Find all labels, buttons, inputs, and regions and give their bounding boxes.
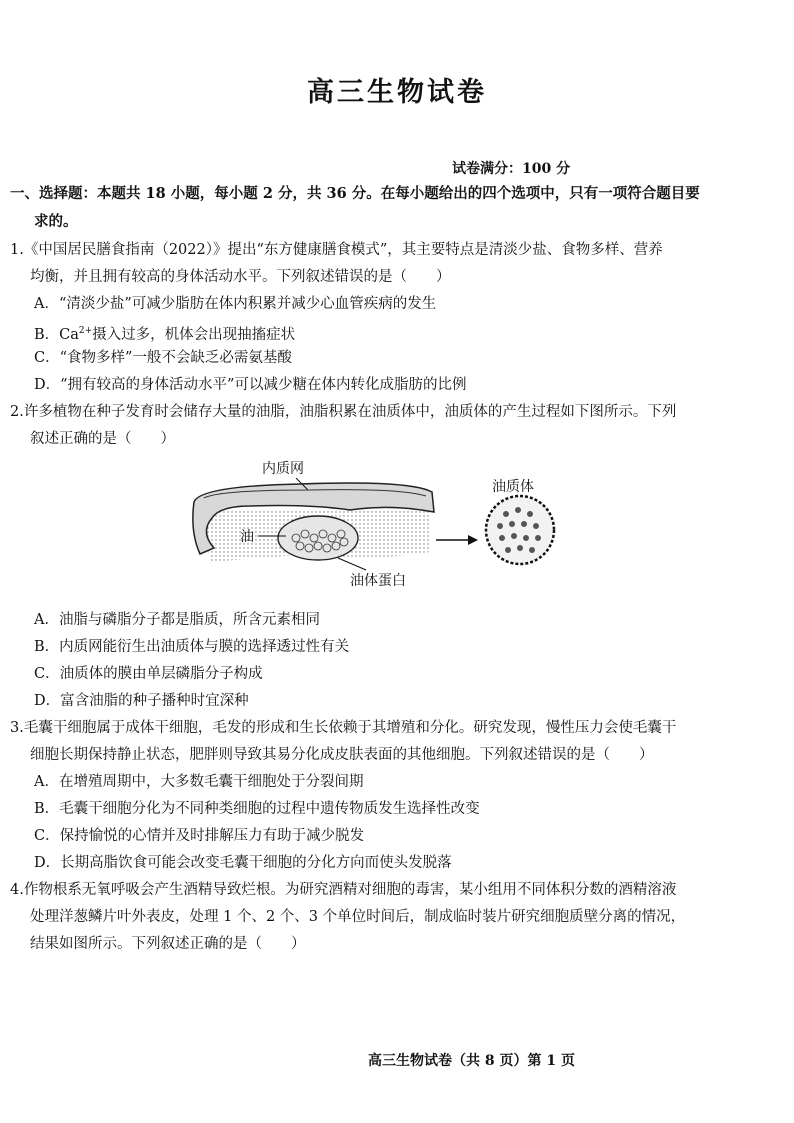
label-er: 内质网	[262, 461, 304, 477]
q1-option-b-text: 摄入过多，机体会出现抽搐症状	[92, 326, 296, 343]
q3-stem-line1: 3.毛囊干细胞属于成体干细胞，毛发的形成和生长依赖于其增殖和分化。研究发现，慢性压力会使毛囊干	[10, 720, 677, 736]
q3-option-c: C．保持愉悦的心情并及时排解压力有助于减少脱发	[34, 828, 365, 844]
oleosome-formation-figure	[190, 462, 560, 592]
q1-option-b-charge: 2+	[78, 326, 93, 336]
q2-option-a: A．油脂与磷脂分子都是脂质，所含元素相同	[34, 612, 320, 628]
page-title: 高三生物试卷	[307, 77, 487, 108]
q2-option-d: D．富含油脂的种子播种时宜深种	[34, 693, 249, 709]
q1-option-b	[34, 321, 295, 345]
q1-option-b-prefix: B．Ca	[34, 326, 79, 343]
q2-option-b: B．内质网能衍生出油质体与膜的选择透过性有关	[34, 639, 350, 655]
label-oil: 油	[240, 529, 254, 545]
q3-stem-line2: 细胞长期保持静止状态，肥胖则导致其易分化成皮肤表面的其他细胞。下列叙述错误的是（ ）	[30, 747, 654, 763]
page-footer: 高三生物试卷（共 8 页）第 1 页	[368, 1053, 575, 1069]
q2-stem-line2: 叙述正确的是（ ）	[30, 431, 175, 447]
q1-stem-line2: 均衡，并且拥有较高的身体活动水平。下列叙述错误的是（ ）	[30, 269, 451, 285]
q1-option-c: C．“食物多样”一般不会缺乏必需氨基酸	[34, 350, 292, 366]
q1-option-d: D．“拥有较高的身体活动水平”可以减少糖在体内转化成脂肪的比例	[34, 377, 467, 393]
q4-stem-line2: 处理洋葱鳞片叶外表皮，处理 1 个、2 个、3 个单位时间后，制成临时装片研究细胞质壁分离的情况，	[30, 909, 686, 925]
q2-stem-line1: 2.许多植物在种子发育时会储存大量的油脂，油脂积累在油质体中，油质体的产生过程如下图所示。下列	[10, 404, 677, 420]
q2-option-c: C．油质体的膜由单层磷脂分子构成	[34, 666, 263, 682]
full-score: 试卷满分：100 分	[452, 161, 571, 177]
section-heading-line1: 一、选择题：本题共 18 小题，每小题 2 分，共 36 分。在每小题给出的四个选项中，只有一项符合题目要	[10, 185, 700, 202]
q4-stem-line1: 4.作物根系无氧呼吸会产生酒精导致烂根。为研究酒精对细胞的毒害，某小组用不同体积分数的酒精溶液	[10, 882, 677, 898]
section-heading-line2: 求的。	[34, 213, 78, 230]
q3-option-d: D．长期高脂饮食可能会改变毛囊干细胞的分化方向而使头发脱落	[34, 855, 452, 871]
q4-stem-line3: 结果如图所示。下列叙述正确的是（ ）	[30, 936, 306, 952]
q1-option-a: A．“清淡少盐”可减少脂肪在体内积累并减少心血管疾病的发生	[34, 296, 437, 312]
q3-option-a: A．在增殖周期中，大多数毛囊干细胞处于分裂间期	[34, 774, 364, 790]
q3-option-b: B．毛囊干细胞分化为不同种类细胞的过程中遗传物质发生选择性改变	[34, 801, 480, 817]
q1-stem-line1: 1.《中国居民膳食指南（2022）》提出“东方健康膳食模式”，其主要特点是清淡少盐、食物多样、营养	[10, 242, 663, 258]
label-oleosome: 油质体	[492, 479, 534, 495]
label-oil-body-protein: 油体蛋白	[350, 573, 406, 589]
